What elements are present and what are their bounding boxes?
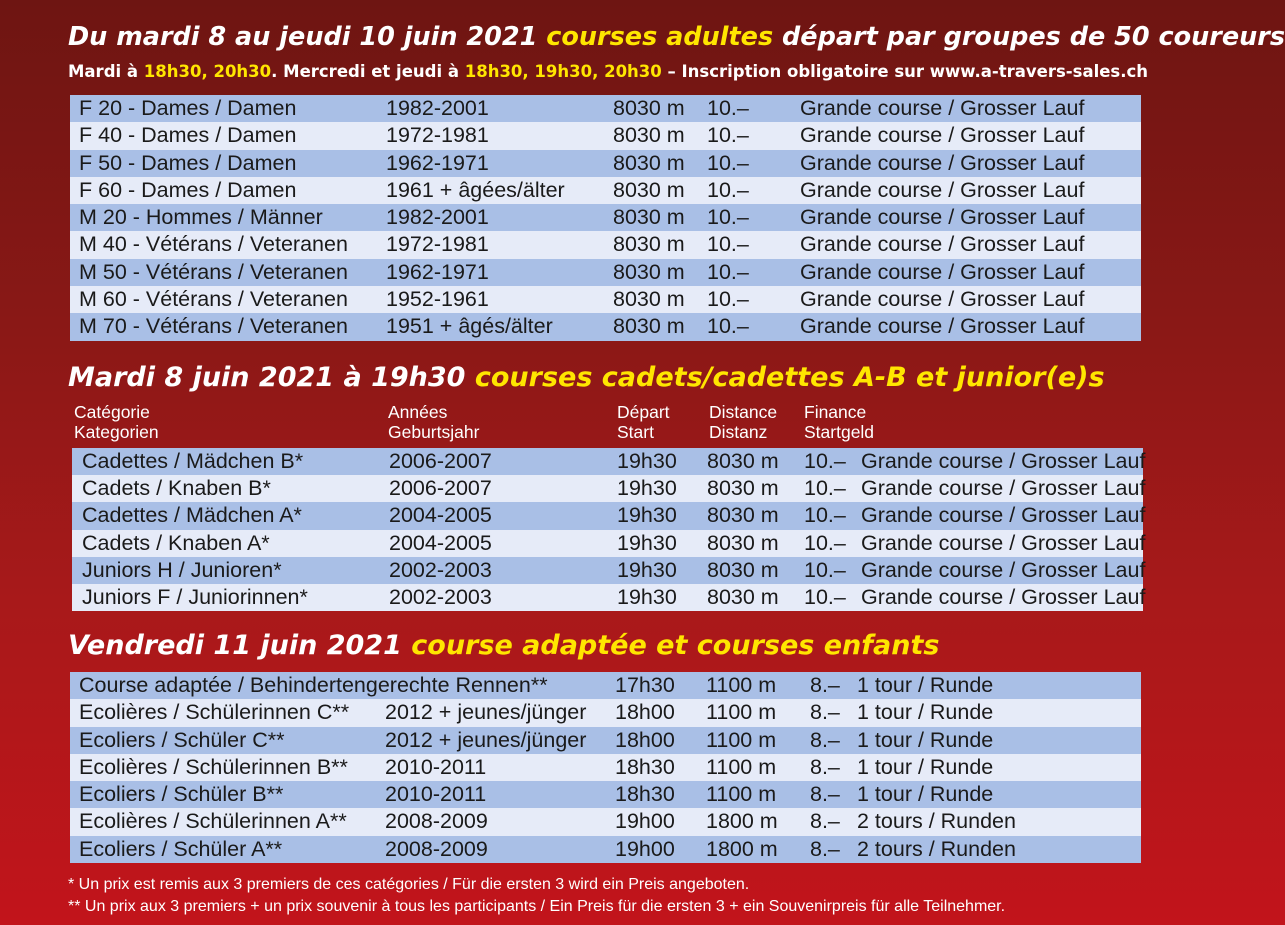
cell-cat: Ecoliers / Schüler B** [79, 782, 284, 807]
cell-dist: 1800 m [706, 836, 778, 861]
cell-years: 2008-2009 [385, 809, 488, 834]
section3-heading [68, 630, 939, 661]
table-row [72, 475, 1146, 502]
table-row [70, 699, 1141, 726]
table-row [70, 808, 1141, 835]
cell-dist: 8030 m [613, 177, 685, 202]
cell-fee: 8.– [810, 782, 840, 807]
table-row [70, 836, 1141, 863]
table-row [72, 584, 1146, 611]
cell-course: Grande course / Grosser Lauf [800, 232, 1085, 257]
cell-dist: 1100 m [706, 673, 777, 697]
table-row [72, 448, 1146, 475]
cell-dist: 8030 m [707, 557, 779, 582]
cell-start: 18h00 [615, 700, 675, 725]
cell-years: 1962-1971 [386, 259, 489, 284]
cell-years: 1961 + âgées/älter [386, 177, 565, 202]
cell-fee: 8.– [810, 836, 840, 861]
cell-start: 18h30 [615, 782, 675, 807]
cell-years: 2004-2005 [389, 530, 492, 555]
cell-dist: 8030 m [613, 259, 685, 284]
sub-times-1: 18h30, 20h30 [143, 62, 272, 81]
cell-years: 1972-1981 [386, 123, 489, 148]
children-races-table [70, 672, 1141, 863]
cell-cat: F 50 - Dames / Damen [79, 150, 297, 175]
cell-years: 1982-2001 [386, 96, 489, 120]
cell-dist: 1100 m [706, 782, 777, 807]
cell-fee: 10.– [707, 177, 749, 202]
cadets-juniors-table [72, 448, 1146, 611]
cell-fee: 10.– [804, 449, 846, 473]
cell-start: 18h00 [615, 727, 675, 752]
cell-course: Grande course / Grosser Lauf [800, 205, 1085, 230]
cell-fee: 8.– [810, 700, 840, 725]
table-row [70, 754, 1141, 781]
cell-years: 2002-2003 [389, 584, 492, 609]
cell-cat: Cadets / Knaben B* [82, 476, 271, 501]
section1-heading [68, 22, 1285, 52]
cell-dist: 8030 m [613, 287, 685, 312]
section2-date: Mardi 8 juin 2021 à 19h30 [68, 362, 475, 393]
cell-years: 2006-2007 [389, 476, 492, 501]
cell-course: Grande course / Grosser Lauf [800, 150, 1085, 175]
cell-start: 19h30 [617, 503, 677, 528]
cell-fee: 10.– [804, 503, 846, 528]
cell-cat: M 60 - Vétérans / Veteranen [79, 287, 348, 312]
cell-dist: 1800 m [706, 809, 778, 834]
cell-course: Grande course / Grosser Lauf [800, 96, 1085, 120]
cell-cat: Ecolières / Schülerinnen B** [79, 754, 348, 779]
cell-course: Grande course / Grosser Lauf [861, 530, 1146, 555]
cell-start: 19h30 [617, 584, 677, 609]
cell-fee: 10.– [804, 584, 846, 609]
cell-years: 2012 + jeunes/jünger [385, 700, 587, 725]
cell-dist: 8030 m [613, 96, 685, 120]
table-row [70, 286, 1141, 313]
table-row [72, 502, 1146, 529]
cell-dist: 8030 m [707, 449, 779, 473]
cell-cat: Course adaptée / Behindertengerechte Rennen** [79, 673, 548, 697]
cell-cat: F 20 - Dames / Damen [79, 96, 297, 120]
table-row [70, 727, 1141, 754]
table-row [70, 231, 1141, 258]
header-start: Départ Start [617, 402, 670, 442]
cell-fee: 10.– [707, 150, 749, 175]
section1-subtitle [68, 62, 1148, 81]
cell-cat: Ecolières / Schülerinnen C** [79, 700, 350, 725]
cell-dist: 8030 m [613, 205, 685, 230]
cell-dist: 1100 m [706, 727, 777, 752]
cell-course: 2 tours / Runden [857, 836, 1016, 861]
table-row [72, 557, 1146, 584]
table-row [70, 95, 1141, 122]
cell-fee: 10.– [707, 123, 749, 148]
cell-years: 1952-1961 [386, 287, 489, 312]
section3-title: course adaptée et courses enfants [411, 630, 940, 661]
cell-years: 2010-2011 [385, 754, 487, 779]
cell-fee: 10.– [707, 259, 749, 284]
cell-course: Grande course / Grosser Lauf [800, 287, 1085, 312]
cell-cat: M 50 - Vétérans / Veteranen [79, 259, 348, 284]
table-row [72, 530, 1146, 557]
cell-course: Grande course / Grosser Lauf [800, 314, 1085, 339]
cell-dist: 8030 m [613, 150, 685, 175]
cell-years: 2010-2011 [385, 782, 487, 807]
cell-years: 1982-2001 [386, 205, 489, 230]
cell-start: 19h00 [615, 836, 675, 861]
cell-years: 2012 + jeunes/jünger [385, 727, 587, 752]
cell-course: 1 tour / Runde [857, 754, 994, 779]
cell-dist: 8030 m [707, 530, 779, 555]
footnote-2: ** Un prix aux 3 premiers + un prix souvenir à tous les participants / Ein Preis für die ersten 3 + ein Souvenirpreis für alle Teilnehmer. [68, 898, 1006, 915]
cell-cat: F 60 - Dames / Damen [79, 177, 297, 202]
cell-fee: 10.– [804, 530, 846, 555]
footnote-1: * Un prix est remis aux 3 premiers de ces catégories / Für die ersten 3 wird ein Preis angeboten. [68, 876, 750, 893]
table-row [70, 781, 1141, 808]
cell-years: 2008-2009 [385, 836, 488, 861]
cell-dist: 8030 m [707, 503, 779, 528]
sub-part-1: Mardi à [68, 62, 144, 81]
cell-dist: 8030 m [707, 584, 779, 609]
table-row [70, 177, 1141, 204]
cell-course: 1 tour / Runde [857, 782, 994, 807]
cell-course: 1 tour / Runde [857, 727, 994, 752]
cell-dist: 1100 m [706, 700, 777, 725]
cell-years: 1972-1981 [386, 232, 489, 257]
cell-years: 2002-2003 [389, 557, 492, 582]
cell-years: 2004-2005 [389, 503, 492, 528]
cell-years: 2006-2007 [389, 449, 492, 473]
cell-cat: Ecolières / Schülerinnen A** [79, 809, 347, 834]
cell-cat: Cadettes / Mädchen A* [82, 503, 302, 528]
cell-fee: 10.– [804, 557, 846, 582]
cell-cat: Cadettes / Mädchen B* [82, 449, 304, 473]
cell-cat: Juniors H / Junioren* [82, 557, 282, 582]
section1-title: courses adultes [546, 22, 774, 52]
cell-dist: 8030 m [613, 314, 685, 339]
cell-cat: Juniors F / Juniorinnen* [82, 584, 308, 609]
cell-cat: Ecoliers / Schüler C** [79, 727, 285, 752]
section2-title: courses cadets/cadettes A-B et junior(e)s [474, 362, 1105, 393]
header-years: Années Geburtsjahr [388, 402, 480, 442]
cell-fee: 10.– [707, 287, 749, 312]
table-row [70, 313, 1141, 340]
cell-start: 19h30 [617, 476, 677, 501]
cell-course: Grande course / Grosser Lauf [861, 584, 1146, 609]
cell-cat: M 20 - Hommes / Männer [79, 205, 323, 230]
cell-course: Grande course / Grosser Lauf [861, 449, 1146, 473]
table-row [70, 204, 1141, 231]
cell-start: 17h30 [615, 673, 675, 697]
cell-start: 19h00 [615, 809, 675, 834]
cell-fee: 10.– [707, 205, 749, 230]
cell-fee: 10.– [707, 232, 749, 257]
cell-fee: 8.– [810, 754, 840, 779]
cell-fee: 10.– [707, 314, 749, 339]
cell-cat: F 40 - Dames / Damen [79, 123, 297, 148]
table-row [70, 672, 1141, 699]
sub-part-2: . Mercredi et jeudi à [271, 62, 465, 81]
table-row [70, 122, 1141, 149]
cell-years: 1951 + âgés/älter [386, 314, 553, 339]
cell-fee: 8.– [810, 727, 840, 752]
cell-fee: 8.– [810, 673, 840, 697]
column-headers [0, 402, 1200, 444]
adult-races-table [70, 95, 1141, 341]
sub-part-3: – Inscription obligatoire sur www.a-travers-sales.ch [661, 62, 1149, 81]
section2-heading [68, 362, 1105, 393]
cell-course: 1 tour / Runde [857, 673, 994, 697]
cell-cat: M 40 - Vétérans / Veteranen [79, 232, 348, 257]
section3-date: Vendredi 11 juin 2021 [68, 630, 412, 661]
cell-cat: Cadets / Knaben A* [82, 530, 270, 555]
cell-course: 2 tours / Runden [857, 809, 1016, 834]
cell-dist: 8030 m [613, 123, 685, 148]
cell-course: 1 tour / Runde [857, 700, 994, 725]
cell-course: Grande course / Grosser Lauf [861, 557, 1146, 582]
cell-dist: 8030 m [613, 232, 685, 257]
cell-start: 19h30 [617, 449, 677, 473]
header-distance: Distance Distanz [709, 402, 778, 442]
header-category: Catégorie Kategorien [74, 402, 159, 442]
cell-cat: M 70 - Vétérans / Veteranen [79, 314, 348, 339]
cell-fee: 10.– [804, 476, 846, 501]
sub-times-2: 18h30, 19h30, 20h30 [464, 62, 662, 81]
cell-course: Grande course / Grosser Lauf [861, 503, 1146, 528]
cell-start: 19h30 [617, 530, 677, 555]
cell-dist: 1100 m [706, 754, 777, 779]
cell-course: Grande course / Grosser Lauf [800, 123, 1085, 148]
cell-course: Grande course / Grosser Lauf [800, 259, 1085, 284]
cell-start: 18h30 [615, 754, 675, 779]
table-row [70, 150, 1141, 177]
cell-years: 1962-1971 [386, 150, 489, 175]
cell-dist: 8030 m [707, 476, 779, 501]
cell-start: 19h30 [617, 557, 677, 582]
cell-fee: 10.– [707, 96, 749, 120]
cell-fee: 8.– [810, 809, 840, 834]
section1-rest: départ par groupes de 50 coureurs [773, 22, 1285, 52]
section1-date: Du mardi 8 au jeudi 10 juin 2021 [68, 22, 547, 52]
cell-cat: Ecoliers / Schüler A** [79, 836, 283, 861]
table-row [70, 259, 1141, 286]
header-fee: Finance Startgeld [804, 402, 875, 442]
cell-course: Grande course / Grosser Lauf [800, 177, 1085, 202]
cell-course: Grande course / Grosser Lauf [861, 476, 1146, 501]
